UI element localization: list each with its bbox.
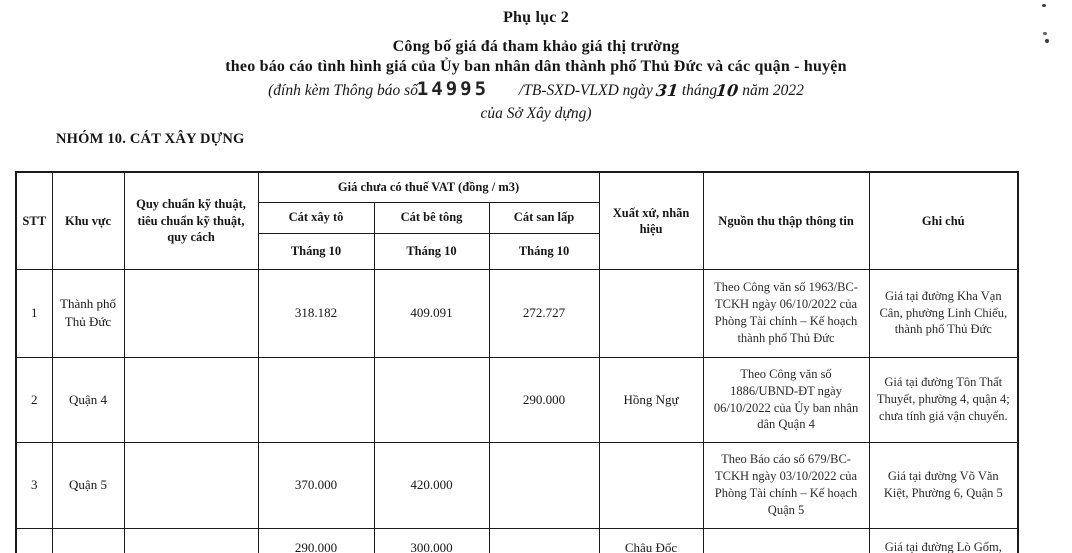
table-row [16,269,1018,357]
subtitle-month-label: tháng [681,82,718,99]
cell-cat-san-lap: 272.727 [489,269,599,357]
cell-stt [16,528,52,553]
col-header-cat-be-tong: Cát bê tông [374,202,489,233]
cell-ghi-chu: Giá tại đường Kha Vạn Cân, phường Linh Chiểu, thành phố Thủ Đức [869,269,1018,357]
scan-speck [1043,32,1047,35]
document-subtitle-line2: của Sở Xây dựng) [480,105,592,122]
cell-xuat-xu [599,442,703,528]
cell-xuat-xu: Châu Đốc [599,528,703,553]
col-header-xuat-xu: Xuất xứ, nhãn hiệu [599,172,703,269]
col-header-khu-vuc: Khu vực [52,172,124,269]
cell-cat-san-lap [489,528,599,553]
cell-khu-vuc: Quận 4 [52,357,124,442]
cell-cat-san-lap [489,442,599,528]
subtitle-prefix: (đính kèm Thông báo số [268,82,418,99]
table-row [16,442,1018,528]
col-header-ghi-chu: Ghi chú [869,172,1018,269]
cell-xuat-xu [599,269,703,357]
col-subheader-thang-2: Tháng 10 [374,233,489,269]
cell-stt: 3 [16,442,52,528]
section-title: NHÓM 10. CÁT XÂY DỰNG [56,131,245,147]
col-header-cat-xay-to: Cát xây tô [258,202,374,233]
cell-nguon [703,528,869,553]
cell-cat-be-tong: 420.000 [374,442,489,528]
cell-quy-chuan [124,357,258,442]
cell-quy-chuan [124,442,258,528]
subtitle-year: năm 2022 [742,82,804,99]
document-title-line2: theo báo cáo tình hình giá của Ủy ban nhân dân thành phố Thủ Đức và các quận - huyện [225,58,847,75]
cell-ghi-chu: Giá tại đường Võ Văn Kiệt, Phường 6, Quận 5 [869,442,1018,528]
cell-khu-vuc [52,528,124,553]
cell-cat-be-tong: 409.091 [374,269,489,357]
col-header-cat-san-lap: Cát san lấp [489,202,599,233]
cell-stt: 1 [16,269,52,357]
document-title-line1: Công bố giá đá tham khảo giá thị trường [392,38,680,55]
cell-quy-chuan [124,528,258,553]
col-header-quy-chuan: Quy chuẩn kỹ thuật, tiêu chuẩn kỹ thuật, quy cách [124,172,258,269]
cell-cat-xay-to: 370.000 [258,442,374,528]
col-header-stt: STT [16,172,52,269]
cell-cat-xay-to [258,357,374,442]
cell-nguon: Theo Công văn số 1886/UBND-ĐT ngày 06/10/2022 của Ủy ban nhân dân Quận 4 [703,357,869,442]
cell-nguon: Theo Báo cáo số 679/BC-TCKH ngày 03/10/2022 của Phòng Tài chính – Kế hoạch Quận 5 [703,442,869,528]
cell-cat-be-tong [374,357,489,442]
scan-speck [1045,39,1049,43]
table-body [16,269,1018,553]
table-row [16,357,1018,442]
cell-ghi-chu: Giá tại đường Tôn Thất Thuyết, phường 4, quận 4; chưa tính giá vận chuyển. [869,357,1018,442]
stamped-document-number: 14995 [416,78,490,100]
col-header-gia-group: Giá chưa có thuế VAT (đồng / m3) [258,172,599,202]
handwritten-day: 31 [654,81,679,100]
cell-ghi-chu: Giá tại đường Lò Gốm, [869,528,1018,553]
cell-cat-xay-to: 318.182 [258,269,374,357]
table-row [16,528,1018,553]
col-header-nguon: Nguồn thu thập thông tin [703,172,869,269]
cell-cat-san-lap: 290.000 [489,357,599,442]
table-header [16,172,1018,269]
cell-khu-vuc: Quận 5 [52,442,124,528]
cell-nguon: Theo Công văn số 1963/BC-TCKH ngày 06/10/2022 của Phòng Tài chính – Kế hoạch thành phố Thủ Đức [703,269,869,357]
handwritten-month: 10 [715,81,740,100]
col-subheader-thang-3: Tháng 10 [489,233,599,269]
col-subheader-thang-1: Tháng 10 [258,233,374,269]
scan-speck [1042,4,1046,7]
cell-xuat-xu: Hồng Ngự [599,357,703,442]
cell-cat-xay-to: 290.000 [258,528,374,553]
subtitle-mid: /TB-SXD-VLXD ngày [518,82,653,99]
document-subtitle-line1 [0,79,1072,101]
price-table [15,171,1019,553]
document-header [0,9,1072,124]
appendix-label: Phụ lục 2 [503,9,569,26]
cell-khu-vuc: Thành phố Thủ Đức [52,269,124,357]
cell-quy-chuan [124,269,258,357]
cell-cat-be-tong: 300.000 [374,528,489,553]
cell-stt: 2 [16,357,52,442]
